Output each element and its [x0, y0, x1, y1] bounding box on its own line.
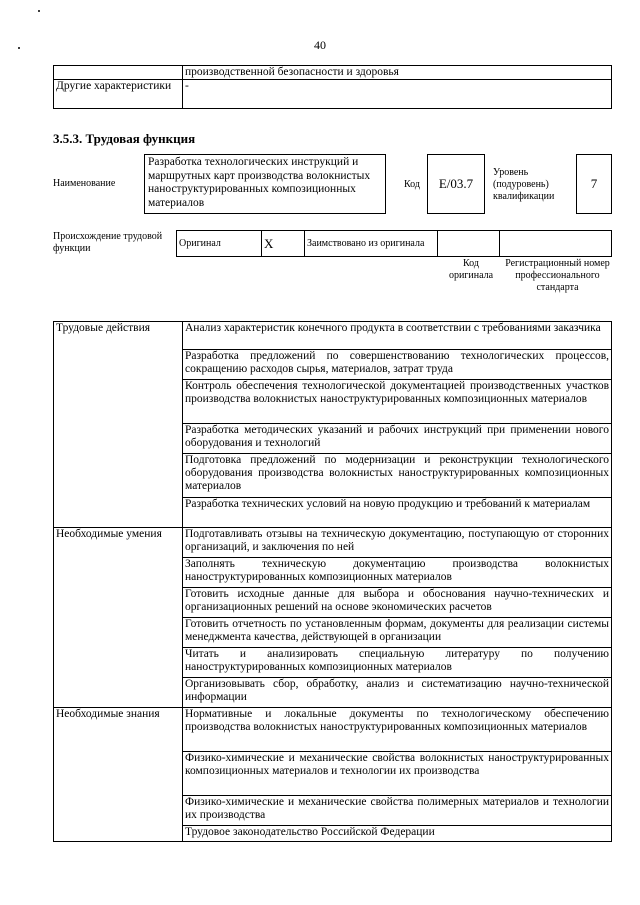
skill-item: Организовывать сбор, обработку, анализ и систематизацию научно-технической информации: [183, 678, 612, 708]
labor-action-item: Анализ характеристик конечного продукта в соответствии с требованиями заказчика: [183, 322, 612, 350]
skill-item: Готовить отчетность по установленным формам, документы для реализации системы менеджмента качества, действующей в организации: [183, 618, 612, 648]
origin-borrowed: Заимствовано из оригинала: [305, 231, 438, 257]
scan-dot: [38, 10, 40, 12]
skill-item: Готовить исходные данные для выбора и обоснования научно-технических и организационных решений на основе экономических расчетов: [183, 588, 612, 618]
code-original-label: Код оригинала: [448, 258, 494, 281]
code-label: Код: [404, 179, 420, 190]
labor-action-item: Разработка предложений по совершенствованию технологических процессов, сокращению расходов сырья, материалов, затрат труда: [183, 350, 612, 380]
skill-item: Заполнять техническую документацию производства волокнистых наноструктурированных композиционных материалов: [183, 558, 612, 588]
origin-table: [176, 230, 612, 257]
section-title: 3.5.3. Трудовая функция: [53, 131, 196, 146]
level-label: Уровень (подуровень) квалификации: [493, 167, 555, 202]
top-table-empty-cell: [54, 66, 183, 80]
code-value: E/03.7: [427, 154, 485, 214]
labor-actions-label: Трудовые действия: [54, 322, 183, 528]
labor-action-item: Разработка методических указаний и рабочих инструкций при применении нового оборудования и технологий: [183, 424, 612, 454]
top-table-row1-text: производственной безопасности и здоровья: [183, 66, 612, 80]
origin-reg-cell: [500, 231, 612, 257]
knowledge-item: Трудовое законодательство Российской Федерации: [183, 826, 612, 842]
knowledge-item: Нормативные и локальные документы по технологическому обеспечению производства волокнистых наноструктурированных композиционных материалов: [183, 708, 612, 752]
origin-original: Оригинал: [177, 231, 262, 257]
scan-dot: [18, 47, 20, 49]
knowledge-item: Физико-химические и механические свойства полимерных материалов и технологии их производства: [183, 796, 612, 826]
level-value: 7: [576, 154, 612, 214]
required-skills-label: Необходимые умения: [54, 528, 183, 708]
origin-mark: X: [262, 231, 305, 257]
page-number: 40: [314, 38, 326, 52]
top-table: [53, 65, 612, 109]
required-knowledge-label: Необходимые знания: [54, 708, 183, 842]
origin-label: Происхождение трудовой функции: [53, 231, 163, 254]
reg-number-label: Регистрационный номер профессионального стандарта: [505, 258, 610, 293]
labor-action-item: Подготовка предложений по модернизации и реконструкции технологического оборудования производства волокнистых наноструктурированных композиционных материалов: [183, 454, 612, 498]
main-table: [53, 321, 612, 842]
name-label: Наименование: [53, 178, 116, 189]
function-name: Разработка технологических инструкций и маршрутных карт производства волокнистых наноструктурированных композиционных материалов: [144, 154, 386, 214]
knowledge-item: Физико-химические и механические свойства волокнистых наноструктурированных композиционных материалов и технологии их производства: [183, 752, 612, 796]
labor-action-item: Разработка технических условий на новую продукцию и требований к материалам: [183, 498, 612, 528]
other-characteristics-label: Другие характеристики: [54, 80, 183, 109]
skill-item: Подготавливать отзывы на техническую документацию, поступающую от сторонних организаций, и заключения по ней: [183, 528, 612, 558]
origin-code-cell: [438, 231, 500, 257]
skill-item: Читать и анализировать специальную литературу по получению наноструктурированных композиционных материалов: [183, 648, 612, 678]
labor-action-item: Контроль обеспечения технологической документацией производственных участков производства волокнистых наноструктурированных композиционных материалов: [183, 380, 612, 424]
other-characteristics-value: -: [183, 80, 612, 109]
